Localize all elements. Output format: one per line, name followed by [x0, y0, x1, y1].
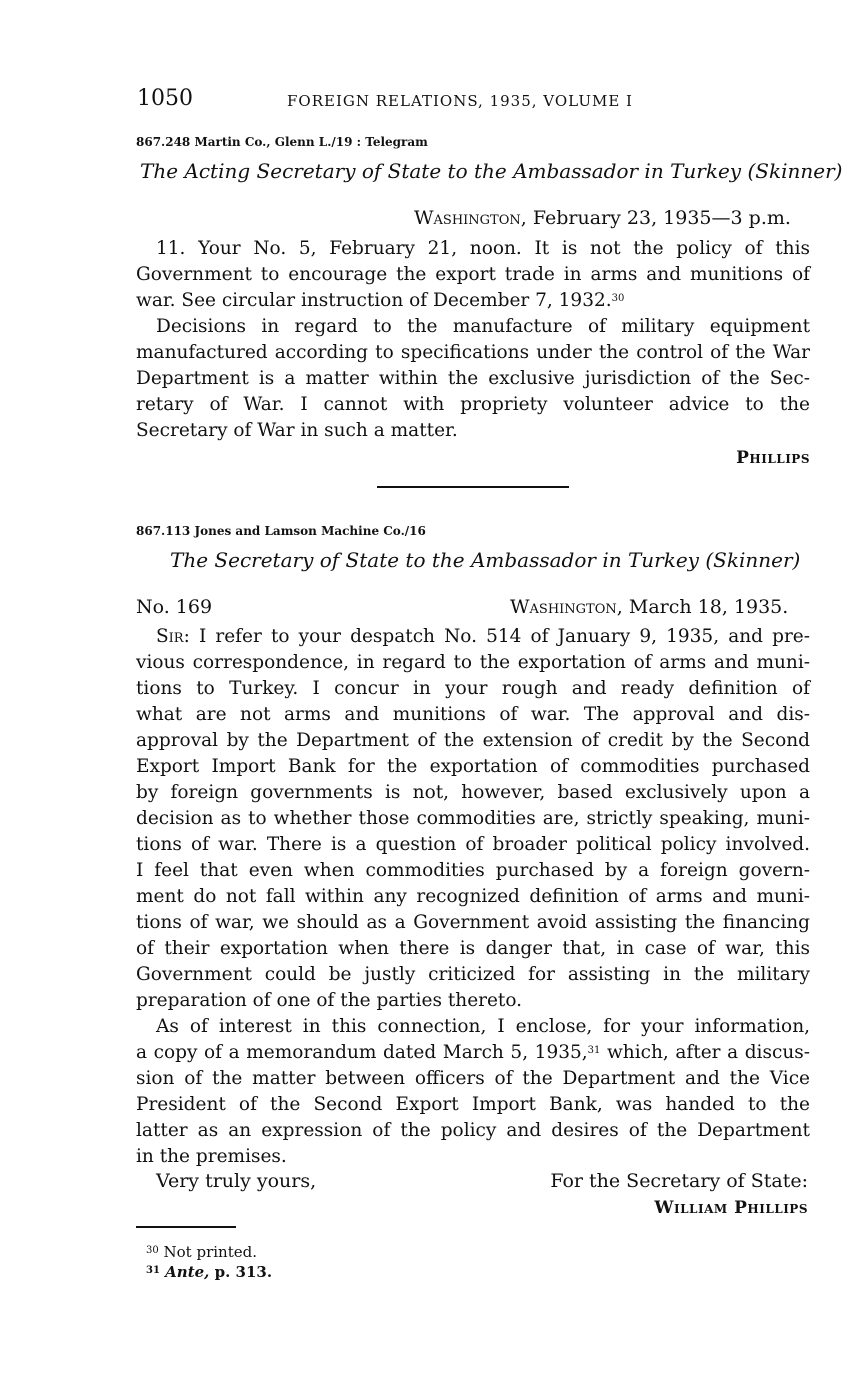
- doc1-place: Washington,: [414, 207, 527, 229]
- text-line: Export Import Bank for the exportation of commodities purchased: [136, 756, 810, 777]
- footnote-30: [146, 1243, 257, 1262]
- text-line: As of interest in this connection, I enclose, for your information,: [156, 1016, 810, 1037]
- doc1-paragraph-1: [136, 236, 810, 314]
- doc1-date: February 23, 1935—3 p.m.: [532, 207, 791, 229]
- text-line: [136, 624, 810, 650]
- text-line: in the premises.: [136, 1146, 287, 1167]
- text-line: decision as to whether those commodities are, strictly speaking, muni-: [136, 808, 810, 829]
- text-line: I feel that even when commodities purchased by a foreign govern-: [136, 860, 810, 881]
- footnote-ref: 30: [611, 293, 625, 304]
- text-segment: I refer to your despatch No. 514 of January 9, 1935, and pre-: [189, 626, 810, 647]
- footnote-mark: 31: [146, 1265, 160, 1276]
- text-line: Government could be justly criticized for assisting in the military: [136, 964, 810, 985]
- text-line: latter as an expression of the policy and desires of the Department: [136, 1120, 810, 1141]
- footnote-31: [146, 1263, 272, 1282]
- page-number: 1050: [137, 86, 193, 111]
- doc2-title-main: The Secretary of State to the Ambassador in Turkey: [170, 548, 699, 572]
- text-line: Secretary of War in such a matter.: [136, 420, 458, 441]
- footnote-text: Not printed.: [163, 1243, 257, 1261]
- doc2-number: No. 169: [136, 596, 213, 618]
- salutation: Sir:: [156, 626, 190, 647]
- doc2-dateline: [510, 596, 788, 618]
- text-line: President of the Second Export Import Bank, was handed to the: [136, 1094, 810, 1115]
- text-line: Department is a matter within the exclusive jurisdiction of the Sec-: [136, 368, 810, 389]
- text-line: approval by the Department of the extension of credit by the Second: [136, 730, 810, 751]
- text-line: [136, 288, 810, 314]
- doc2-paragraph-2: [136, 1014, 810, 1170]
- text-line: vious correspondence, in regard to the exportation of arms and muni-: [136, 652, 810, 673]
- footnote-italic: Ante,: [165, 1263, 210, 1281]
- doc1-file-reference: 867.248 Martin Co., Glenn L./19 : Telegram: [136, 135, 428, 149]
- doc1-title-main: The Acting Secretary of State to the Ambassador in Turkey: [140, 159, 742, 183]
- running-title: FOREIGN RELATIONS, 1935, VOLUME I: [287, 92, 633, 110]
- section-divider: [377, 486, 569, 488]
- text-line: manufactured according to specifications under the control of the War: [136, 342, 810, 363]
- text-line: tions of war, we should as a Government avoid assisting the financing: [136, 912, 810, 933]
- text-segment: which, after a discus-: [600, 1042, 810, 1063]
- footnote-ref: 31: [587, 1045, 601, 1056]
- text-line: tions to Turkey. I concur in your rough and ready definition of: [136, 678, 810, 699]
- closing: Very truly yours,: [156, 1170, 317, 1192]
- doc2-file-reference: 867.113 Jones and Lamson Machine Co./16: [136, 524, 426, 538]
- text-line: sion of the matter between officers of the Department and the Vice: [136, 1068, 810, 1089]
- doc1-paragraph-2: [136, 314, 810, 444]
- doc2-title-paren: (Skinner): [705, 548, 801, 572]
- doc1-title-paren: (Skinner): [747, 159, 843, 183]
- doc1-signature: Phillips: [736, 448, 810, 468]
- text-segment: war. See circular instruction of December 7, 1932.: [136, 290, 612, 311]
- page-header: [137, 86, 817, 118]
- for-line: For the Secretary of State:: [550, 1170, 808, 1192]
- text-line: by foreign governments is not, however, based exclusively upon a: [136, 782, 810, 803]
- text-line: ment do not fall within any recognized definition of arms and muni-: [136, 886, 810, 907]
- text-segment: a copy of a memorandum dated March 5, 1935,: [136, 1042, 588, 1063]
- text-line: [136, 1040, 810, 1066]
- text-line: retary of War. I cannot with propriety volunteer advice to the: [136, 394, 810, 415]
- text-line: preparation of one of the parties thereto.: [136, 990, 523, 1011]
- doc2-place: Washington,: [510, 596, 623, 618]
- doc2-paragraph-1: [136, 624, 810, 1014]
- doc1-title: [140, 159, 842, 183]
- footnote-rule: [136, 1226, 236, 1228]
- footnote-text: p. 313.: [209, 1263, 273, 1281]
- text-line: of their exportation when there is danger that, in case of war, this: [136, 938, 810, 959]
- doc2-title: [170, 548, 800, 572]
- text-line: Decisions in regard to the manufacture of military equipment: [156, 316, 810, 337]
- text-line: 11. Your No. 5, February 21, noon. It is not the policy of this: [156, 238, 810, 259]
- footnote-mark: 30: [146, 1245, 159, 1256]
- text-line: Government to encourage the export trade in arms and munitions of: [136, 264, 810, 285]
- doc2-signature: William Phillips: [654, 1198, 808, 1218]
- doc1-dateline: [414, 207, 791, 229]
- text-line: what are not arms and munitions of war. The approval and dis-: [136, 704, 810, 725]
- doc2-date: March 18, 1935.: [628, 596, 789, 618]
- text-line: tions of war. There is a question of broader political policy involved.: [136, 834, 810, 855]
